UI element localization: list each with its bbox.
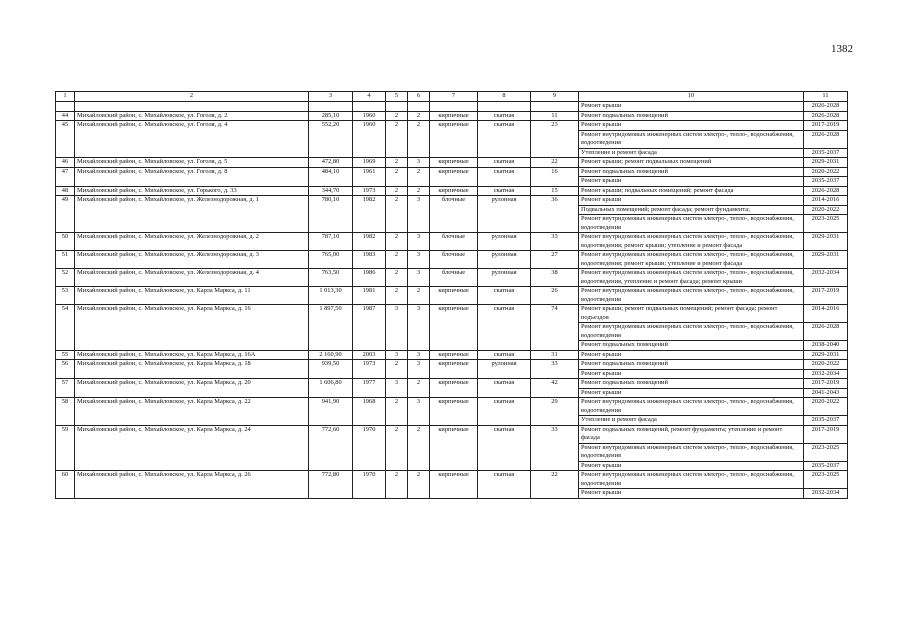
roof-type: рулонная <box>478 269 531 287</box>
continuation-row <box>56 102 848 112</box>
row-number: 49 <box>56 196 75 233</box>
work-period: 2014-2016 <box>804 196 848 206</box>
build-year: 1968 <box>353 398 386 426</box>
work-period: 2038-2040 <box>804 341 848 351</box>
total-area: 472,80 <box>309 158 353 168</box>
table-row <box>56 167 848 177</box>
entrances-count: 3 <box>408 233 430 251</box>
total-area: 787,10 <box>309 233 353 251</box>
entrances-count: 2 <box>408 379 430 398</box>
work-period: 2026-2028 <box>804 111 848 121</box>
work-period: 2014-2016 <box>804 305 848 323</box>
floors-count: 2 <box>386 196 408 233</box>
col-header: 1 <box>56 92 75 102</box>
total-area: 285,10 <box>309 111 353 121</box>
wall-material: блочные <box>430 233 478 251</box>
floors-count: 2 <box>386 121 408 158</box>
floors-count: 2 <box>386 251 408 269</box>
empty-cell <box>478 102 531 112</box>
floors-count: 2 <box>386 471 408 499</box>
work-type: Ремонт внутридомовых инженерных систем электро-, тепло-, водоснабжения, водоотведения; ремонт крыши; утепление и ремонт фасада <box>579 233 804 251</box>
floors-count: 2 <box>386 269 408 287</box>
work-period: 2020-2022 <box>804 398 848 416</box>
build-year: 1983 <box>353 251 386 269</box>
apartments-count: 74 <box>531 305 579 351</box>
apartments-count: 29 <box>531 398 579 426</box>
row-number: 48 <box>56 186 75 196</box>
row-number: 59 <box>56 425 75 471</box>
page-number: 1382 <box>831 43 853 55</box>
apartments-count: 33 <box>531 360 579 379</box>
total-area: 780,10 <box>309 196 353 233</box>
work-period: 2023-2025 <box>804 215 848 233</box>
work-type: Ремонт крыши <box>579 489 804 499</box>
build-year: 1986 <box>353 269 386 287</box>
build-year: 1973 <box>353 186 386 196</box>
col-header: 11 <box>804 92 848 102</box>
roof-type: скатная <box>478 398 531 426</box>
floors-count: 2 <box>386 233 408 251</box>
col-header: 6 <box>408 92 430 102</box>
total-area: 1 606,80 <box>309 379 353 398</box>
wall-material: кирпичные <box>430 398 478 426</box>
build-year: 1973 <box>353 360 386 379</box>
wall-material: кирпичные <box>430 471 478 499</box>
work-period: 2020-2022 <box>804 167 848 177</box>
wall-material: кирпичные <box>430 121 478 158</box>
work-type: Ремонт внутридомовых инженерных систем электро-, тепло-, водоснабжения, водоотведения; ремонт крыши; утепление и ремонт фасада <box>579 251 804 269</box>
work-type: Ремонт внутридомовых инженерных систем электро-, тепло-, водоснабжения, водоотведения <box>579 215 804 233</box>
house-address: Михайловский район, с. Михайловское, ул. Железнодорожная, д. 1 <box>75 196 309 233</box>
entrances-count: 2 <box>408 425 430 471</box>
total-area: 1 897,50 <box>309 305 353 351</box>
work-period: 2029-2031 <box>804 233 848 251</box>
roof-type: скатная <box>478 471 531 499</box>
row-number: 52 <box>56 269 75 287</box>
table-row <box>56 186 848 196</box>
work-period: 2029-2031 <box>804 350 848 360</box>
apartments-count: 33 <box>531 425 579 471</box>
work-period: 2023-2025 <box>804 471 848 489</box>
roof-type: рулонная <box>478 360 531 379</box>
table-row <box>56 350 848 360</box>
wall-material: кирпичные <box>430 305 478 351</box>
house-address: Михайловский район, с. Михайловское, ул. Гоголя, д. 2 <box>75 111 309 121</box>
apartments-count: 31 <box>531 350 579 360</box>
house-address: Михайловский район, с. Михайловское, ул. Карла Маркса, д. 26 <box>75 471 309 499</box>
table-row <box>56 111 848 121</box>
entrances-count: 3 <box>408 305 430 351</box>
total-area: 2 160,90 <box>309 350 353 360</box>
work-type: Ремонт внутридомовых инженерных систем электро-, тепло-, водоснабжения, водоотведения <box>579 130 804 148</box>
work-period: 2023-2025 <box>804 443 848 461</box>
total-area: 344,70 <box>309 186 353 196</box>
total-area: 763,50 <box>309 269 353 287</box>
row-number: 50 <box>56 233 75 251</box>
house-address: Михайловский район, с. Михайловское, ул. Гоголя, д. 4 <box>75 121 309 158</box>
build-year: 1960 <box>353 121 386 158</box>
entrances-count: 3 <box>408 269 430 287</box>
work-type: Ремонт крыши <box>579 196 804 206</box>
work-type: Ремонт крыши <box>579 350 804 360</box>
work-type: Ремонт внутридомовых инженерных систем электро-, тепло-, водоснабжения, водоотведения <box>579 287 804 305</box>
work-period: 2026-2028 <box>804 186 848 196</box>
entrances-count: 3 <box>408 196 430 233</box>
work-type: Ремонт подвальных помещений <box>579 341 804 351</box>
empty-cell <box>408 102 430 112</box>
wall-material: кирпичные <box>430 425 478 471</box>
roof-type: скатная <box>478 350 531 360</box>
entrances-count: 3 <box>408 350 430 360</box>
apartments-count: 22 <box>531 158 579 168</box>
col-header: 7 <box>430 92 478 102</box>
work-type: Ремонт крыши; ремонт подвальных помещений <box>579 158 804 168</box>
row-number: 46 <box>56 158 75 168</box>
work-period: 2035-2037 <box>804 416 848 426</box>
work-period: 2017-2019 <box>804 121 848 131</box>
column-number-row <box>56 92 848 102</box>
work-type: Ремонт крыши <box>579 461 804 471</box>
entrances-count: 2 <box>408 111 430 121</box>
work-type: Ремонт внутридомовых инженерных систем электро-, тепло-, водоснабжения, водоотведения <box>579 398 804 416</box>
table-row <box>56 121 848 131</box>
house-address: Михайловский район, с. Михайловское, ул. Карла Маркса, д. 18 <box>75 360 309 379</box>
work-period: 2017-2019 <box>804 287 848 305</box>
house-address: Михайловский район, с. Михайловское, ул. Железнодорожная, д. 3 <box>75 251 309 269</box>
col-header: 4 <box>353 92 386 102</box>
work-type: Ремонт внутридомовых инженерных систем электро-, тепло-, водоснабжения, водоотведения <box>579 323 804 341</box>
floors-count: 3 <box>386 305 408 351</box>
roof-type: скатная <box>478 379 531 398</box>
apartments-count: 16 <box>531 167 579 186</box>
wall-material: блочные <box>430 251 478 269</box>
work-period: 2032-2034 <box>804 489 848 499</box>
build-year: 1970 <box>353 471 386 499</box>
wall-material: кирпичные <box>430 111 478 121</box>
row-number: 47 <box>56 167 75 186</box>
roof-type: скатная <box>478 305 531 351</box>
roof-type: скатная <box>478 425 531 471</box>
table-row <box>56 398 848 416</box>
work-type: Ремонт крыши <box>579 102 804 112</box>
entrances-count: 2 <box>408 287 430 305</box>
work-period: 2029-2031 <box>804 251 848 269</box>
house-address: Михайловский район, с. Михайловское, ул. Железнодорожная, д. 4 <box>75 269 309 287</box>
entrances-count: 2 <box>408 186 430 196</box>
table-row <box>56 305 848 323</box>
work-type: Ремонт крыши <box>579 177 804 187</box>
apartments-count: 27 <box>531 251 579 269</box>
total-area: 552,20 <box>309 121 353 158</box>
empty-cell <box>386 102 408 112</box>
floors-count: 2 <box>386 111 408 121</box>
row-number: 51 <box>56 251 75 269</box>
roof-type: рулонная <box>478 233 531 251</box>
house-address: Михайловский район, с. Михайловское, ул. Карла Маркса, д. 22 <box>75 398 309 426</box>
wall-material: кирпичные <box>430 360 478 379</box>
housing-repair-table <box>55 91 848 499</box>
table-row <box>56 233 848 251</box>
row-number: 60 <box>56 471 75 499</box>
empty-cell <box>309 102 353 112</box>
row-number: 55 <box>56 350 75 360</box>
house-address: Михайловский район, с. Михайловское, ул. Гоголя, д. 5 <box>75 158 309 168</box>
work-period: 2041-2043 <box>804 388 848 398</box>
roof-type: скатная <box>478 287 531 305</box>
roof-type: скатная <box>478 186 531 196</box>
floors-count: 2 <box>386 167 408 186</box>
work-type: Ремонт подвальных помещений, ремонт фундамента; утепление и ремонт фасада <box>579 425 804 443</box>
work-type: Ремонт внутридомовых инженерных систем электро-, тепло-, водоснабжения, водоотведения <box>579 443 804 461</box>
col-header: 2 <box>75 92 309 102</box>
work-type: Ремонт крыши; ремонт подвальных помещений; ремонт фасада; ремонт подъездов <box>579 305 804 323</box>
col-header: 3 <box>309 92 353 102</box>
table-row <box>56 471 848 489</box>
apartments-count: 15 <box>531 186 579 196</box>
work-period: 2029-2031 <box>804 158 848 168</box>
total-area: 772,60 <box>309 425 353 471</box>
work-type: Ремонт крыши <box>579 369 804 379</box>
floors-count: 2 <box>386 398 408 426</box>
apartments-count: 22 <box>531 471 579 499</box>
wall-material: кирпичные <box>430 350 478 360</box>
work-type: Ремонт подвальных помещений <box>579 379 804 389</box>
row-number: 54 <box>56 305 75 351</box>
total-area: 939,50 <box>309 360 353 379</box>
col-header: 10 <box>579 92 804 102</box>
empty-cell <box>353 102 386 112</box>
house-address: Михайловский район, с. Михайловское, ул. Карла Маркса, д. 16 <box>75 305 309 351</box>
build-year: 1981 <box>353 287 386 305</box>
work-period: 2035-2037 <box>804 177 848 187</box>
work-type: Ремонт внутридомовых инженерных систем электро-, тепло-, водоснабжения, водоотведения, утепление и ремонт фасада; ремонт крыши <box>579 269 804 287</box>
table-row <box>56 360 848 370</box>
floors-count: 2 <box>386 360 408 379</box>
work-type: Ремонт подвальных помещений <box>579 111 804 121</box>
empty-cell <box>56 102 75 112</box>
work-period: 2020-2022 <box>804 205 848 215</box>
house-address: Михайловский район, с. Михайловское, ул. Железнодорожная, д. 2 <box>75 233 309 251</box>
apartments-count: 38 <box>531 269 579 287</box>
build-year: 1969 <box>353 158 386 168</box>
total-area: 1 013,30 <box>309 287 353 305</box>
apartments-count: 36 <box>531 196 579 233</box>
table-row <box>56 158 848 168</box>
work-period: 2026-2028 <box>804 102 848 112</box>
work-period: 2017-2019 <box>804 379 848 389</box>
floors-count: 2 <box>386 425 408 471</box>
work-type: Ремонт подвальных помещений <box>579 167 804 177</box>
wall-material: блочные <box>430 269 478 287</box>
build-year: 1970 <box>353 425 386 471</box>
col-header: 9 <box>531 92 579 102</box>
entrances-count: 3 <box>408 251 430 269</box>
table-row <box>56 425 848 443</box>
wall-material: кирпичные <box>430 167 478 186</box>
house-address: Михайловский район, с. Михайловское, ул. Горького, д. 33 <box>75 186 309 196</box>
work-period: 2032-2034 <box>804 369 848 379</box>
work-period: 2032-2034 <box>804 269 848 287</box>
work-type: Утепление и ремонт фасада <box>579 416 804 426</box>
total-area: 484,10 <box>309 167 353 186</box>
work-type: Ремонт внутридомовых инженерных систем электро-, тепло-, водоснабжения, водоотведения <box>579 471 804 489</box>
total-area: 941,90 <box>309 398 353 426</box>
table-row <box>56 196 848 206</box>
floors-count: 3 <box>386 379 408 398</box>
row-number: 45 <box>56 121 75 158</box>
entrances-count: 2 <box>408 471 430 499</box>
row-number: 58 <box>56 398 75 426</box>
floors-count: 2 <box>386 186 408 196</box>
wall-material: кирпичные <box>430 379 478 398</box>
wall-material: кирпичные <box>430 186 478 196</box>
row-number: 53 <box>56 287 75 305</box>
build-year: 1982 <box>353 233 386 251</box>
roof-type: скатная <box>478 167 531 186</box>
roof-type: скатная <box>478 111 531 121</box>
col-header: 8 <box>478 92 531 102</box>
roof-type: скатная <box>478 158 531 168</box>
col-header: 5 <box>386 92 408 102</box>
work-type: Утепление и ремонт фасада <box>579 148 804 158</box>
floors-count: 2 <box>386 287 408 305</box>
build-year: 1961 <box>353 167 386 186</box>
work-period: 2026-2028 <box>804 130 848 148</box>
work-type: Ремонт крыши; подвальных помещений; ремонт фасада <box>579 186 804 196</box>
build-year: 1982 <box>353 196 386 233</box>
wall-material: блочные <box>430 196 478 233</box>
empty-cell <box>75 102 309 112</box>
work-period: 2026-2028 <box>804 323 848 341</box>
apartments-count: 33 <box>531 233 579 251</box>
build-year: 2003 <box>353 350 386 360</box>
wall-material: кирпичные <box>430 158 478 168</box>
wall-material: кирпичные <box>430 287 478 305</box>
apartments-count: 11 <box>531 111 579 121</box>
build-year: 1977 <box>353 379 386 398</box>
floors-count: 2 <box>386 158 408 168</box>
work-period: 2017-2019 <box>804 425 848 443</box>
roof-type: рулонная <box>478 196 531 233</box>
entrances-count: 2 <box>408 167 430 186</box>
house-address: Михайловский район, с. Михайловское, ул. Карла Маркса, д. 24 <box>75 425 309 471</box>
work-type: Ремонт крыши <box>579 121 804 131</box>
apartments-count: 23 <box>531 121 579 158</box>
floors-count: 3 <box>386 350 408 360</box>
row-number: 56 <box>56 360 75 379</box>
row-number: 57 <box>56 379 75 398</box>
house-address: Михайловский район, с. Михайловское, ул. Карла Маркса, д. 20 <box>75 379 309 398</box>
apartments-count: 26 <box>531 287 579 305</box>
build-year: 1960 <box>353 111 386 121</box>
entrances-count: 3 <box>408 398 430 426</box>
empty-cell <box>430 102 478 112</box>
table-row <box>56 287 848 305</box>
empty-cell <box>531 102 579 112</box>
build-year: 1987 <box>353 305 386 351</box>
entrances-count: 3 <box>408 360 430 379</box>
table-row <box>56 379 848 389</box>
roof-type: скатная <box>478 121 531 158</box>
apartments-count: 42 <box>531 379 579 398</box>
house-address: Михайловский район, с. Михайловское, ул. Карла Маркса, д. 11 <box>75 287 309 305</box>
table-row <box>56 269 848 287</box>
table-row <box>56 251 848 269</box>
house-address: Михайловский район, с. Михайловское, ул. Гоголя, д. 8 <box>75 167 309 186</box>
entrances-count: 3 <box>408 158 430 168</box>
work-type: Ремонт крыши <box>579 388 804 398</box>
row-number: 44 <box>56 111 75 121</box>
work-period: 2035-2037 <box>804 148 848 158</box>
entrances-count: 2 <box>408 121 430 158</box>
roof-type: рулонная <box>478 251 531 269</box>
total-area: 772,80 <box>309 471 353 499</box>
work-period: 2035-2037 <box>804 461 848 471</box>
table-body <box>56 102 848 499</box>
house-address: Михайловский район, с. Михайловское, ул. Карла Маркса, д. 16А <box>75 350 309 360</box>
work-type: Подвальных помещений; ремонт фасада; ремонт фундамента; <box>579 205 804 215</box>
total-area: 765,00 <box>309 251 353 269</box>
work-period: 2020-2022 <box>804 360 848 370</box>
work-type: Ремонт подвальных помещений <box>579 360 804 370</box>
